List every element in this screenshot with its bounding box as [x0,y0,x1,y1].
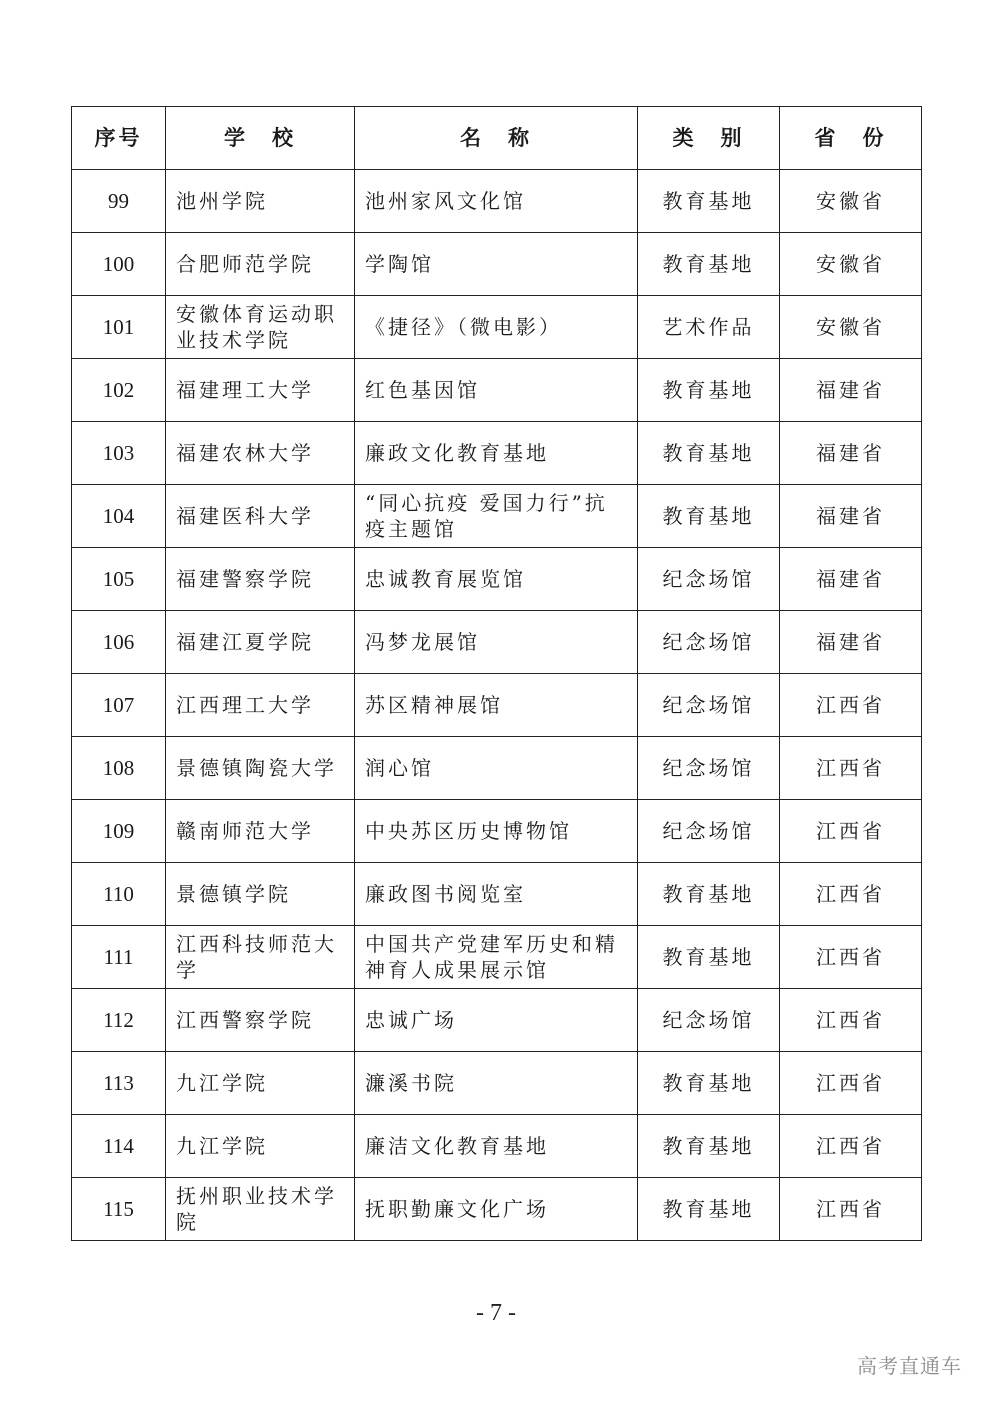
table-row [72,1052,922,1115]
row-index: 105 [72,548,166,611]
row-school: 抚州职业技术学院 [166,1178,355,1241]
table-row [72,989,922,1052]
row-index: 102 [72,359,166,422]
row-name: 忠诚教育展览馆 [355,548,638,611]
row-province: 福建省 [780,359,922,422]
row-index: 101 [72,296,166,359]
row-index: 103 [72,422,166,485]
header-school: 学 校 [166,107,355,170]
table-row [72,800,922,863]
row-name: 忠诚广场 [355,989,638,1052]
row-name: 廉政图书阅览室 [355,863,638,926]
row-school: 福建医科大学 [166,485,355,548]
table-row [72,1178,922,1241]
header-index: 序号 [72,107,166,170]
school-list-table [71,106,922,1241]
row-school: 福建江夏学院 [166,611,355,674]
row-province: 安徽省 [780,233,922,296]
row-name: 《捷径》（微电影） [355,296,638,359]
row-category: 教育基地 [638,926,780,989]
row-name: “同心抗疫 爱国力行”抗疫主题馆 [355,485,638,548]
row-province: 安徽省 [780,170,922,233]
row-name: 濂溪书院 [355,1052,638,1115]
table-row [72,170,922,233]
row-category: 教育基地 [638,1052,780,1115]
row-province: 江西省 [780,863,922,926]
row-category: 教育基地 [638,170,780,233]
row-school: 江西科技师范大学 [166,926,355,989]
row-province: 福建省 [780,548,922,611]
row-school: 福建理工大学 [166,359,355,422]
row-index: 115 [72,1178,166,1241]
row-category: 教育基地 [638,233,780,296]
row-name: 中国共产党建军历史和精神育人成果展示馆 [355,926,638,989]
row-category: 纪念场馆 [638,737,780,800]
row-index: 114 [72,1115,166,1178]
table-row [72,611,922,674]
row-school: 福建警察学院 [166,548,355,611]
row-school: 池州学院 [166,170,355,233]
row-school: 安徽体育运动职业技术学院 [166,296,355,359]
row-name: 苏区精神展馆 [355,674,638,737]
row-name: 廉洁文化教育基地 [355,1115,638,1178]
row-category: 教育基地 [638,863,780,926]
row-index: 107 [72,674,166,737]
table-row [72,359,922,422]
row-index: 108 [72,737,166,800]
row-name: 池州家风文化馆 [355,170,638,233]
row-index: 110 [72,863,166,926]
row-province: 江西省 [780,1052,922,1115]
row-index: 111 [72,926,166,989]
row-category: 教育基地 [638,1115,780,1178]
table-row [72,485,922,548]
row-school: 九江学院 [166,1115,355,1178]
row-index: 100 [72,233,166,296]
row-school: 合肥师范学院 [166,233,355,296]
row-province: 福建省 [780,611,922,674]
row-name: 中央苏区历史博物馆 [355,800,638,863]
row-category: 纪念场馆 [638,800,780,863]
row-province: 江西省 [780,1178,922,1241]
row-province: 福建省 [780,422,922,485]
row-province: 福建省 [780,485,922,548]
row-name: 抚职勤廉文化广场 [355,1178,638,1241]
row-category: 纪念场馆 [638,989,780,1052]
row-category: 教育基地 [638,359,780,422]
row-name: 学陶馆 [355,233,638,296]
row-category: 教育基地 [638,485,780,548]
row-province: 江西省 [780,674,922,737]
row-name: 冯梦龙展馆 [355,611,638,674]
row-province: 江西省 [780,926,922,989]
table-row [72,296,922,359]
row-index: 99 [72,170,166,233]
row-school: 景德镇陶瓷大学 [166,737,355,800]
header-name: 名 称 [355,107,638,170]
row-school: 福建农林大学 [166,422,355,485]
row-school: 江西理工大学 [166,674,355,737]
header-category: 类 别 [638,107,780,170]
row-category: 教育基地 [638,1178,780,1241]
table-row [72,926,922,989]
row-category: 纪念场馆 [638,674,780,737]
row-category: 教育基地 [638,422,780,485]
row-name: 红色基因馆 [355,359,638,422]
table-row [72,233,922,296]
row-province: 江西省 [780,737,922,800]
table-row [72,863,922,926]
page-number: - 7 - [476,1300,516,1326]
row-index: 113 [72,1052,166,1115]
row-index: 104 [72,485,166,548]
table-header-row [72,107,922,170]
watermark-text: 高考直通车 [857,1354,962,1378]
row-index: 106 [72,611,166,674]
row-category: 纪念场馆 [638,548,780,611]
table-row [72,548,922,611]
row-category: 纪念场馆 [638,611,780,674]
row-province: 江西省 [780,989,922,1052]
row-name: 廉政文化教育基地 [355,422,638,485]
table-row [72,737,922,800]
row-province: 江西省 [780,1115,922,1178]
row-name: 润心馆 [355,737,638,800]
table-row [72,1115,922,1178]
row-index: 109 [72,800,166,863]
header-province: 省 份 [780,107,922,170]
row-school: 赣南师范大学 [166,800,355,863]
row-school: 江西警察学院 [166,989,355,1052]
row-school: 九江学院 [166,1052,355,1115]
row-province: 安徽省 [780,296,922,359]
row-school: 景德镇学院 [166,863,355,926]
row-province: 江西省 [780,800,922,863]
row-category: 艺术作品 [638,296,780,359]
row-index: 112 [72,989,166,1052]
table-row [72,674,922,737]
table-row [72,422,922,485]
